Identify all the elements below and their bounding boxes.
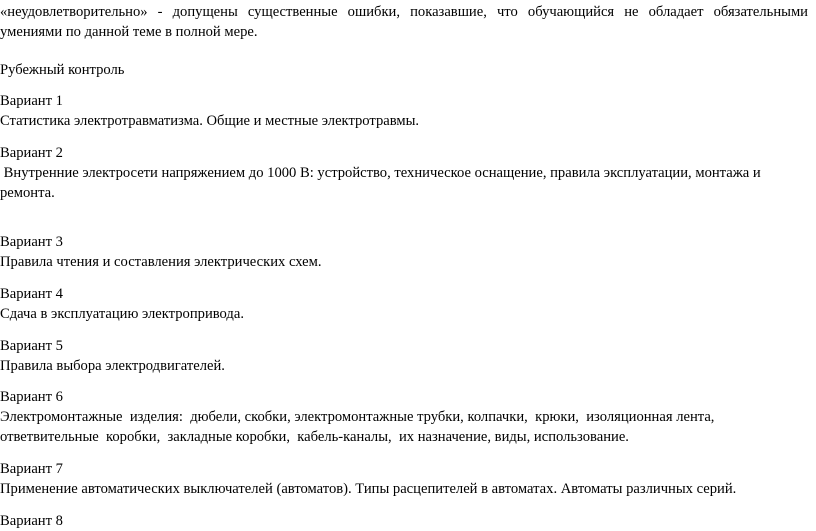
variant-text: ремонта. [0,185,55,201]
variant-5 [0,336,808,376]
variant-1 [0,91,808,131]
variant-label: Вариант 7 [0,461,63,477]
variant-label: Вариант 4 [0,286,63,302]
variant-text: Сдача в эксплуатацию электропривода. [0,306,244,322]
variant-2 [0,143,808,203]
variant-text: Внутренние электросети напряжением до 1000 В: устройство, техническое оснащение, правила эксплуатации, монтажа и [0,165,761,181]
variant-text: Правила чтения и составления электрических схем. [0,254,322,270]
variant-7 [0,459,808,499]
variant-text: Электромонтажные изделия: дюбели, скобки, электромонтажные трубки, колпачки, крюки, изоляционная лента, [0,409,715,425]
variant-text: Правила выбора электродвигателей. [0,358,225,374]
variant-3 [0,232,808,272]
variant-text: Статистика электротравматизма. Общие и местные электротравмы. [0,113,420,129]
section-title: Рубежный контроль [0,62,125,78]
variant-4 [0,284,808,324]
intro-line-1: «неудовлетворительно» - допущены существенные ошибки, показавшие, что обучающийся не обладает обязательными [0,4,808,20]
intro-line-2: умениями по данной теме в полной мере. [0,24,258,40]
variant-text: ответвительные коробки, закладные коробки, кабель-каналы, их назначение, виды, использование. [0,429,629,445]
variant-label: Вариант 3 [0,234,63,250]
variant-label: Вариант 1 [0,93,63,109]
variant-text: Применение автоматических выключателей (автоматов). Типы расцепителей в автоматах. Автоматы различных серий. [0,481,737,497]
variant-6 [0,387,808,447]
variant-label: Вариант 8 [0,513,63,529]
variant-8 [0,511,808,531]
variant-label: Вариант 6 [0,389,63,405]
variant-label: Вариант 2 [0,145,63,161]
variant-label: Вариант 5 [0,338,63,354]
intro-paragraph [0,2,808,42]
